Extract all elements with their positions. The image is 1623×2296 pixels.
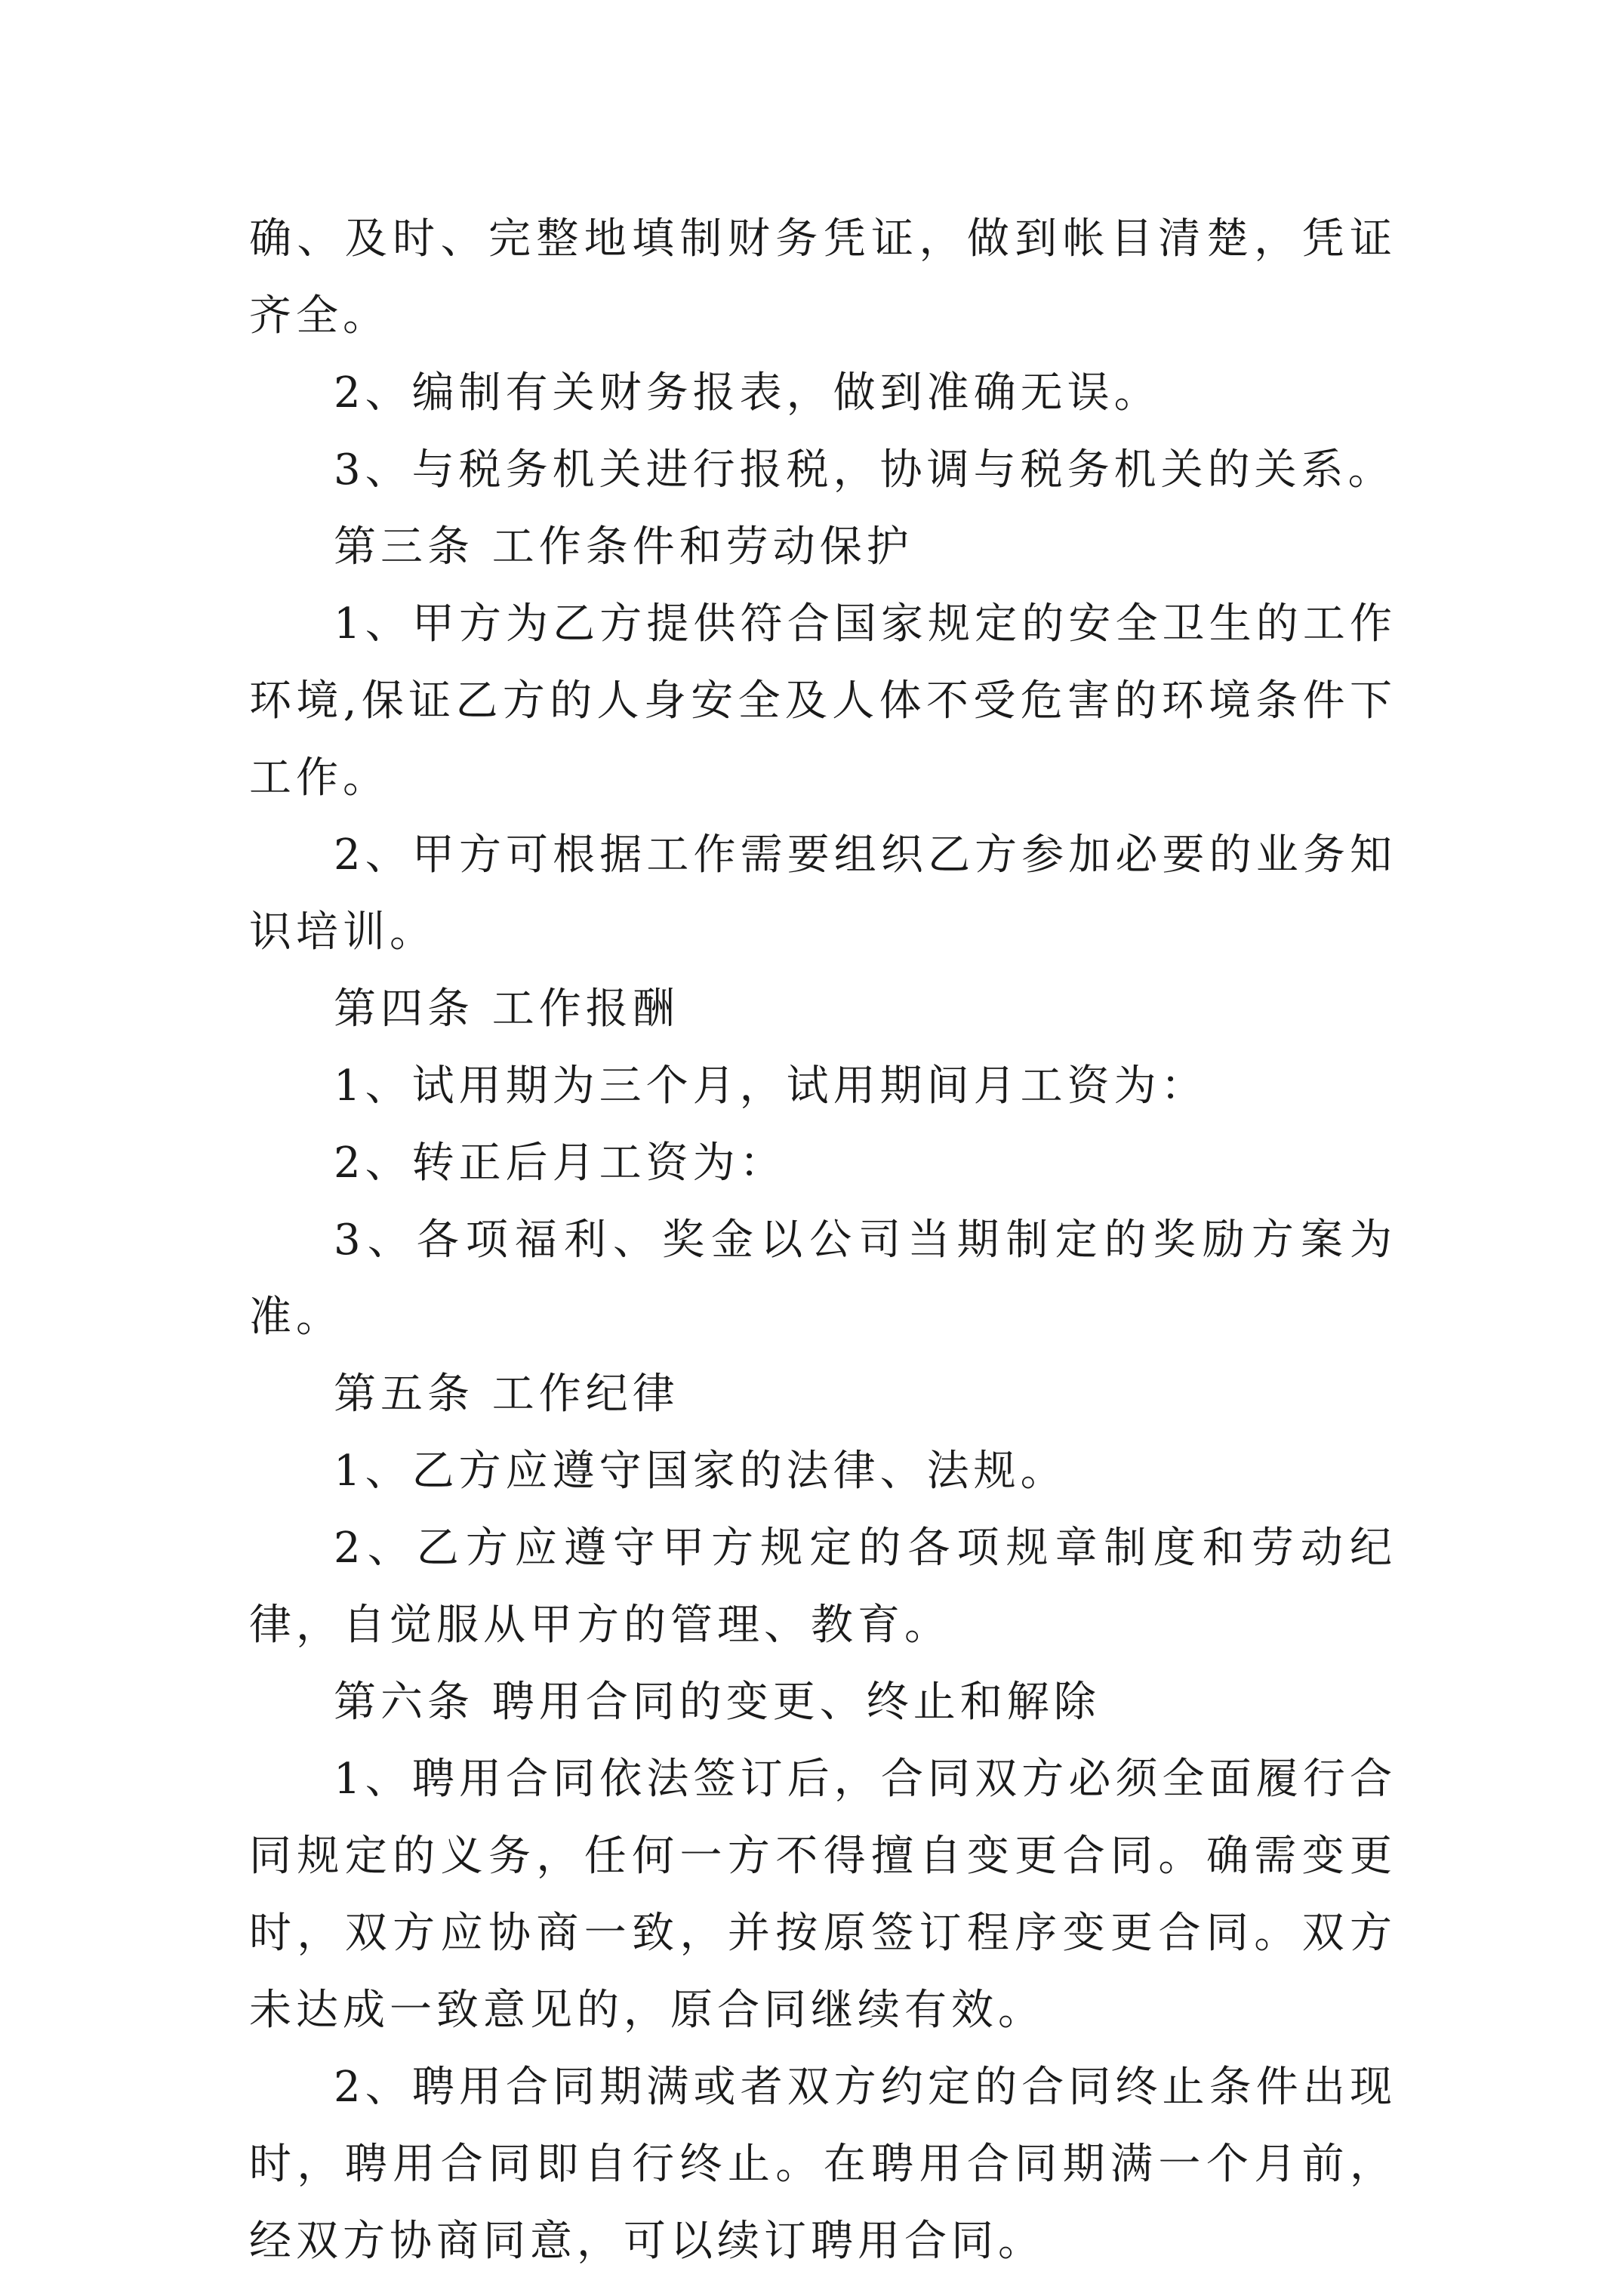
section-heading-5: 第五条 工作纪律 — [334, 1370, 679, 1419]
paragraph-11: 1、乙方应遵守国家的法律、法规。 — [334, 1447, 1067, 1496]
paragraph-7: 1、试用期为三个月，试用期间月工资为： — [334, 1062, 1208, 1111]
paragraph-12: 2、乙方应遵守甲方规定的各项规章制度和劳动纪律，自觉服从甲方的管理、教育。 — [249, 1524, 1397, 1650]
paragraph-4: 1、甲方为乙方提供符合国家规定的安全卫生的工作环境,保证乙方的人身安全及人体不受危害的环境条件下工作。 — [249, 599, 1397, 803]
paragraph-15: 2、聘用合同期满或者双方约定的合同终止条件出现时，聘用合同即自行终止。在聘用合同期满一个月前，经双方协商同意，可以续订聘用合同。 — [249, 2063, 1397, 2266]
paragraph-2: 3、与税务机关进行报税，协调与税务机关的关系。 — [334, 445, 1395, 495]
paragraph-1: 2、编制有关财务报表，做到准确无误。 — [334, 368, 1161, 418]
section-heading-4: 第四条 工作报酬 — [334, 985, 679, 1034]
paragraph-9: 3、各项福利、奖金以公司当期制定的奖励方案为准。 — [249, 1216, 1397, 1342]
section-heading-6: 第六条 聘用合同的变更、终止和解除 — [334, 1678, 1101, 1727]
document-body — [249, 201, 1397, 2280]
paragraph-14: 1、聘用合同依法签订后，合同双方必须全面履行合同规定的义务，任何一方不得擅自变更合同。确需变更时，双方应协商一致，并按原签订程序变更合同。双方未达成一致意见的，原合同继续有效。 — [249, 1755, 1397, 2035]
section-heading-3: 第三条 工作条件和劳动保护 — [334, 522, 913, 572]
paragraph-0: 确、及时、完整地填制财务凭证，做到帐目清楚，凭证齐全。 — [249, 214, 1397, 341]
paragraph-5: 2、甲方可根据工作需要组织乙方参加必要的业务知识培训。 — [249, 831, 1397, 957]
paragraph-8: 2、转正后月工资为： — [334, 1139, 787, 1188]
